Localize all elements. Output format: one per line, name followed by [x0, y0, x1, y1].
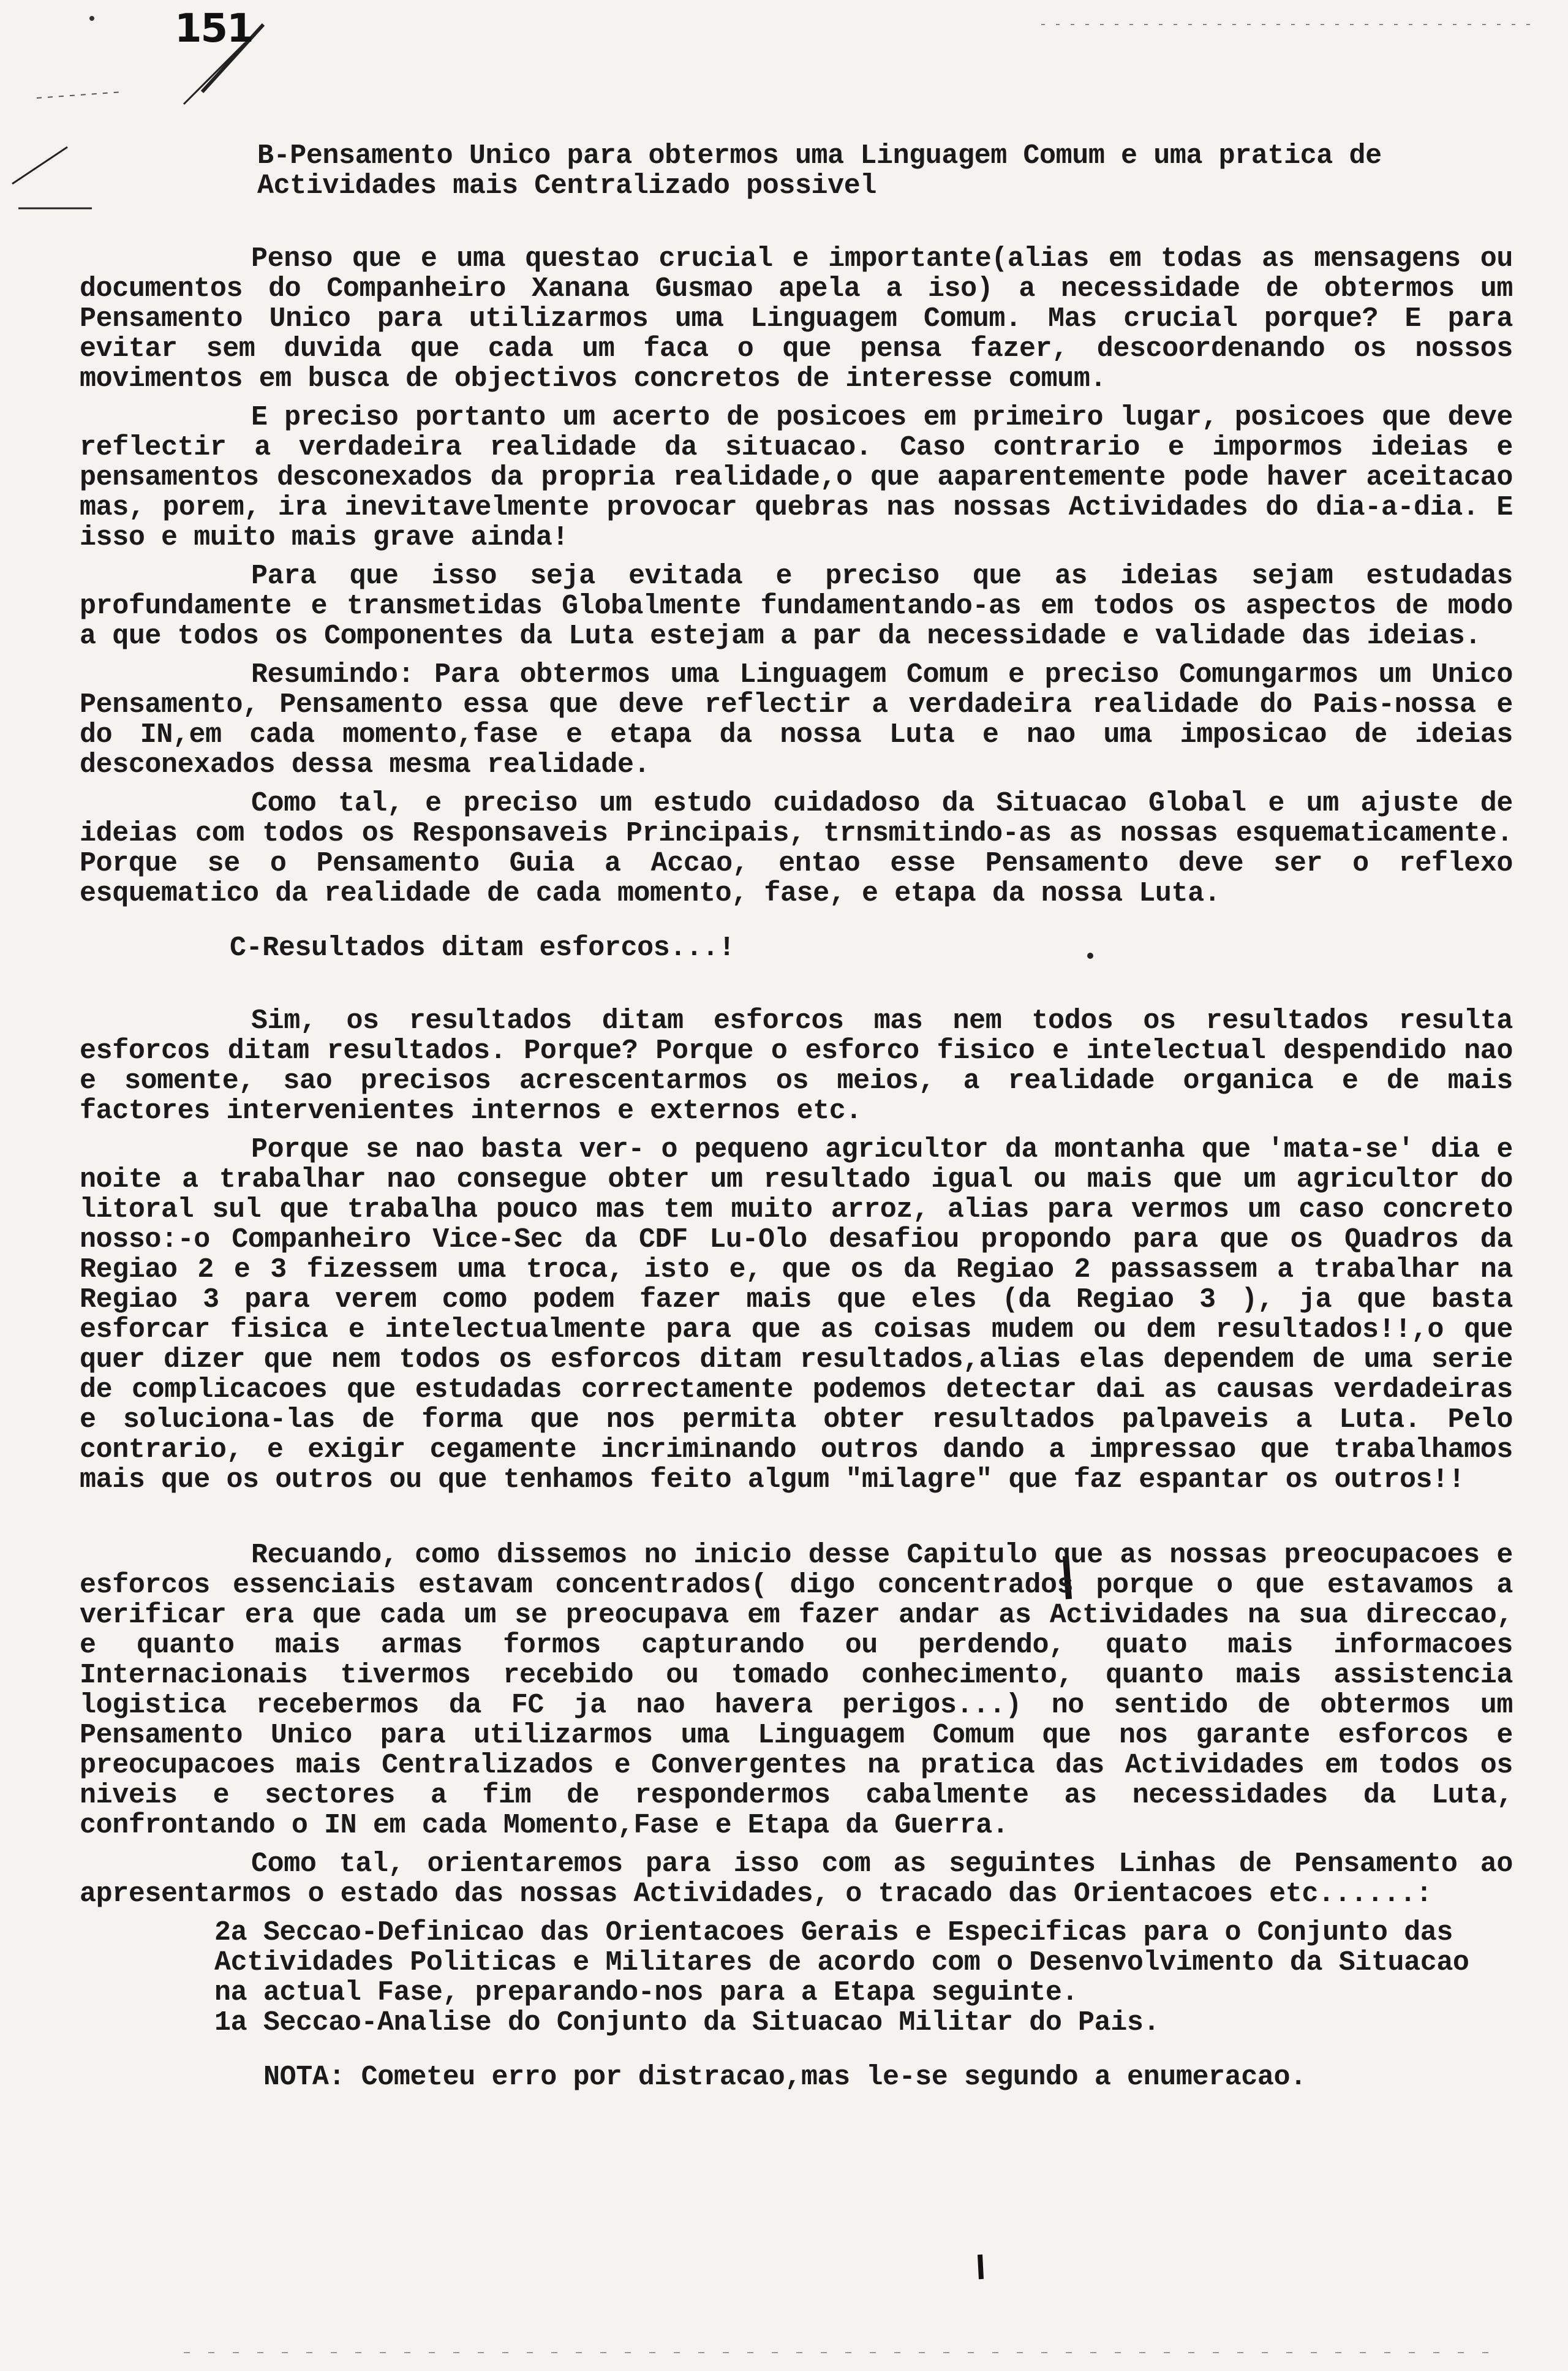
- list-item-label: 2a Seccao-: [214, 1917, 378, 1948]
- paragraph-b5: Como tal, e preciso um estudo cuidadoso da Situacao Global e um ajuste de ideias com todos os Responsaveis Principais, trnsmitindo-as as nossas esquematicamente. Porque se o Pensamento Guia a Accao, entao esse Pensamento deve ser o reflexo esquematico da realidade de cada momento, fase, e etapa da nossa Luta.: [80, 788, 1513, 909]
- nota: NOTA: Cometeu erro por distracao,mas le-se segundo a enumeracao.: [263, 2062, 1306, 2093]
- document-body: [80, 141, 1513, 2092]
- list-item-label: 1a Seccao-: [214, 2007, 378, 2038]
- page-number: 151: [175, 6, 253, 51]
- paragraph-d2: Como tal, orientaremos para isso com as seguintes Linhas de Pensamento ao apresentarmos o estado das nossas Actividades, o tracado das Orientacoes etc......:: [80, 1848, 1513, 1910]
- paragraph-b3: Para que isso seja evitada e preciso que as ideias sejam estudadas profundamente e transmetidas Globalmente fundamentando-as em todos os aspectos de modo a que todos os Componentes da Luta estejam a par da necessidade e validade das ideias.: [80, 561, 1513, 652]
- heading-c: C-Resultados ditam esforcos...!: [230, 932, 735, 964]
- list-item-text: Analise do Conjunto da Situacao Militar do Pais.: [377, 2007, 1160, 2038]
- heading-b: B-Pensamento Unico para obtermos uma Linguagem Comum e uma pratica de Actividades mais Centralizado possivel: [257, 140, 1382, 202]
- paragraph-d1: Recuando, como dissemos no inicio desse Capitulo que as nossas preocupacoes e esforcos essenciais estavam concentrados( digo concentrados porque o que estavamos a verificar era que cada um se preocupava em fazer andar as Actividades na sua direccao, e quanto mais armas formos capturando ou perdendo, quato mais informacoes Internacionais tivermos recebido ou tomado conhecimento, quanto mais assistencia logistica recebermos da FC ja nao havera perigos...) no sentido de obtermos um Pensamento Unico para utilizarmos uma Linguagem Comum que nos garante esforcos e preocupacoes mais Centralizados e Convergentes na pratica das Actividades em todos os niveis e sectores a fim de respondermos cabalmente as necessidades da Luta, confrontando o IN em cada Momento,Fase e Etapa da Guerra.: [80, 1540, 1513, 1841]
- paragraph-c2: Porque se nao basta ver- o pequeno agricultor da montanha que 'mata-se' dia e noite a trabalhar nao consegue obter um resultado igual ou mais que um agricultor do litoral sul que trabalha pouco mas tem muito arroz, alias para vermos um caso concreto nosso:-o Companheiro Vice-Sec da CDF Lu-Olo desafiou propondo para que os Quadros da Regiao 2 e 3 fizessem uma troca, isto e, que os da Regiao 2 passassem a trabalhar na Regiao 3 para verem como podem fazer mais que eles (da Regiao 3 ), ja que basta esforcar fisica e intelectualmente para que as coisas mudem ou dem resultados!!,o que quer dizer que nem todos os esforcos ditam resultados,alias elas dependem de uma serie de complicacoes que estudadas correctamente podemos detectar dai as causas verdadeiras e soluciona-las de forma que nos permita obter resultados palpaveis a Luta. Pelo contrario, e exigir cegamente incriminando outros dando a impressao que trabalhamos mais que os outros ou que tenhamos feito algum "milagre" que faz espantar os outros!!: [80, 1134, 1513, 1496]
- paragraph-c1: Sim, os resultados ditam esforcos mas nem todos os resultados resulta esforcos ditam resultados. Porque? Porque o esforco fisico e intelectual despendido nao e somente, sao precisos acrescentarmos os meios, a realidade organica e de mais factores intervenientes internos e externos etc.: [80, 1005, 1513, 1127]
- list-item-seccao-2: [214, 1918, 1513, 2008]
- paragraph-b2: E preciso portanto um acerto de posicoes em primeiro lugar, posicoes que deve reflectir a verdadeira realidade da situacao. Caso contrario e impormos ideias e pensamentos desconexados da propria realidade,o que aaparentemente pode haver aceitacao mas, porem, ira inevitavelmente provocar quebras nas nossas Actividades do dia-a-dia. E isso e muito mais grave ainda!: [80, 402, 1513, 553]
- paragraph-b1: Penso que e uma questao crucial e importante(alias em todas as mensagens ou documentos do Companheiro Xanana Gusmao apela a iso) a necessidade de obtermos um Pensamento Unico para utilizarmos uma Linguagem Comum. Mas crucial porque? E para evitar sem duvida que cada um faca o que pensa fazer, descoordenando os nossos movimentos em busca de objectivos concretos de interesse comum.: [80, 243, 1513, 395]
- list-item-seccao-1: [214, 2008, 1513, 2038]
- list-item-text: Definicao das Orientacoes Gerais e Especificas para o Conjunto das Actividades Politicas e Militares de acordo com o Desenvolvimento da Situacao na actual Fase, preparando-nos para a Etapa seguinte.: [214, 1917, 1469, 2008]
- spacer: [80, 1503, 1513, 1540]
- paragraph-b4: Resumindo: Para obtermos uma Linguagem Comum e preciso Comungarmos um Unico Pensamento, Pensamento essa que deve reflectir a verdadeira realidade do Pais-nossa e do IN,em cada momento,fase e etapa da nossa Luta e nao uma imposicao de ideias desconexados dessa mesma realidade.: [80, 659, 1513, 781]
